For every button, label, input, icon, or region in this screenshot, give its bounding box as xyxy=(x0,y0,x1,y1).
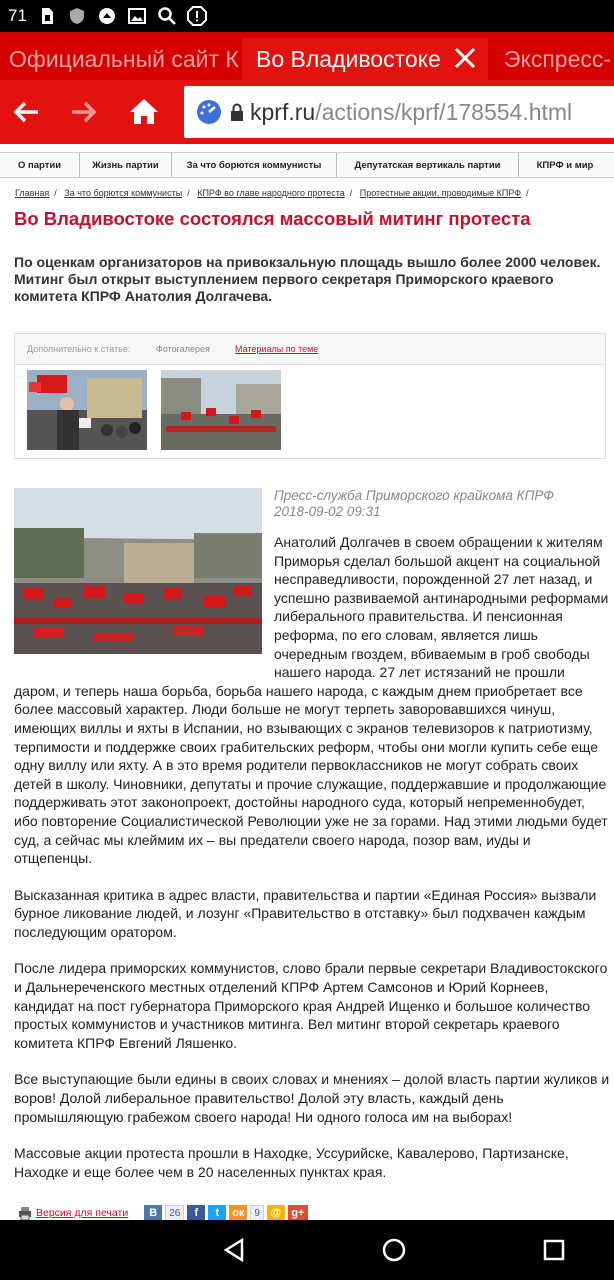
url-text xyxy=(250,99,572,126)
tab-gallery[interactable]: Фотогалерея xyxy=(156,344,210,354)
shield-icon xyxy=(67,6,87,26)
breadcrumb: Главная / За что борются коммунисты / КПРФ во главе народного протеста / Протестные акции, проводимые КПРФ / xyxy=(15,188,529,198)
article-date: 2018-09-02 09:31 xyxy=(274,504,381,519)
close-icon[interactable] xyxy=(452,45,478,71)
article-source: Пресс-служба Приморского крайкома КПРФ xyxy=(274,488,554,503)
site-nav-item-world[interactable] xyxy=(519,153,611,177)
extras-label: Дополнительно к статье: xyxy=(27,344,131,354)
tw-label: t xyxy=(215,1207,220,1219)
tab-title: Во Владивостоке xyxy=(256,45,441,72)
article-extras-header xyxy=(15,334,605,365)
vk-label: В xyxy=(149,1207,158,1219)
url-host: kprf.ru xyxy=(250,98,316,125)
site-nav-label: Жизнь партии xyxy=(92,159,159,171)
back-arrow-icon[interactable] xyxy=(8,94,44,130)
back-triangle-icon[interactable] xyxy=(222,1238,246,1262)
tab-vladivostok[interactable] xyxy=(242,38,488,80)
mail-share-button[interactable] xyxy=(267,1205,285,1221)
site-nav xyxy=(0,152,614,178)
vk-share-count: 26 xyxy=(165,1205,184,1221)
recents-square-icon[interactable] xyxy=(542,1238,566,1262)
site-nav-item-deputies[interactable] xyxy=(337,153,519,177)
system-nav-bar xyxy=(0,1220,614,1280)
site-nav-item-about[interactable] xyxy=(0,153,80,177)
lock-icon xyxy=(230,103,244,121)
site-nav-label: О партии xyxy=(17,159,62,171)
breadcrumb-link[interactable]: За что борются коммунисты xyxy=(64,188,183,198)
gallery-thumbnail[interactable] xyxy=(161,370,281,450)
image-icon xyxy=(127,6,147,26)
tab-title: Экспресс- xyxy=(504,45,612,72)
speedometer-icon[interactable] xyxy=(196,99,222,125)
home-circle-icon[interactable] xyxy=(382,1238,406,1262)
article-body xyxy=(14,533,610,1199)
facebook-share-button[interactable] xyxy=(187,1205,205,1221)
ok-share-button[interactable] xyxy=(229,1205,247,1221)
site-nav-label: Депутатская вертикаль партии xyxy=(354,159,501,171)
address-bar[interactable] xyxy=(184,86,614,138)
print-version-link[interactable]: Версия для печати xyxy=(36,1207,129,1219)
article-paragraph: Анатолий Долгачев в своем обращении к жителям Приморья сделал большой акцент на социальной несправедливости, порожденной 27 лет назад, и успешно развиваемой антинародными реформами либерального правительства. И пенсионная реформа, по его словам, является лишь очередным гвоздем, вбиваемым в гроб свободы нашего народа. 27 лет истязаний не прошли даром, и теперь наша борьба, борьба нашего народа, с каждым днем приобретает все более массовый характер. Люди больше не могут терпеть заворовавшихся чинуш, имеющих виллы и яхты в Испании, но взывающих с экранов телевизоров к патриотизму, терпимости и поддержке своих грабительских реформ, чтобы они могли купить себе еще одну виллу или яхту. А в это время родители первоклассников не могут собрать своих детей в школу. Чиновники, депутаты и прочие служащие, поддержавшие и продолжающие поддерживать этот законопроект, достойны народного суда, который непременнобудет, ибо повторение Социалистической Революции уже не за горами. Над этими людьми будет суд, а сейчас мы клеймим их – вы предатели своего народа, позор вам, иуды и отщепенцы. xyxy=(14,534,609,867)
article-paragraph: Все выступающие были едины в своих словах и мнениях – долой власть партии жуликов и воров! Долой либеральное правительство! Долой эту власть, каждый день промышляющую грабежом своего народа! Ни одного голоса им на выборах! xyxy=(14,1071,610,1125)
forward-arrow-icon[interactable] xyxy=(66,94,102,130)
twitter-share-button[interactable] xyxy=(208,1205,226,1221)
status-bar xyxy=(0,0,614,32)
gplus-label: g+ xyxy=(291,1207,305,1219)
site-nav-label: КПРФ и мир xyxy=(536,159,594,171)
sim-card-icon xyxy=(37,6,57,26)
article-paragraph: Массовые акции протеста прошли в Находке, Уссурийске, Кавалерово, Партизанске, Находке и еще более чем в 20 населенных пунктах края. xyxy=(14,1145,569,1180)
breadcrumb-link[interactable]: Протестные акции, проводимые КПРФ xyxy=(359,188,522,198)
status-time: 71 xyxy=(8,6,27,25)
tab-title: Официальный сайт К xyxy=(9,45,239,72)
vk-share-button[interactable] xyxy=(144,1205,162,1221)
search-icon xyxy=(157,6,177,26)
ok-share-count: 9 xyxy=(250,1205,264,1221)
article-lead: По оценкам организаторов на привокзальную площадь вышло более 2000 человек. Митинг был открыт выступлением первого секретаря Приморского краевого комитета КПРФ Анатолия Долгачева. xyxy=(14,254,601,304)
alert-icon xyxy=(187,6,207,26)
printer-icon[interactable] xyxy=(18,1206,32,1220)
gallery-thumbnail[interactable] xyxy=(27,370,147,450)
vpn-icon xyxy=(97,6,117,26)
site-nav-item-fight[interactable] xyxy=(172,153,337,177)
tab-official-site[interactable] xyxy=(9,38,239,80)
browser-tab-strip xyxy=(0,32,614,80)
tab-materials[interactable]: Материалы по теме xyxy=(235,344,319,354)
fb-label: f xyxy=(194,1207,199,1219)
page-title: Во Владивостоке состоялся массовый митинг протеста xyxy=(14,208,531,229)
ok-label: ок xyxy=(232,1207,245,1219)
article-extras xyxy=(14,333,606,459)
gplus-share-button[interactable] xyxy=(288,1205,308,1221)
site-nav-item-life[interactable] xyxy=(80,153,172,177)
site-nav-label: За что борются коммунисты xyxy=(186,159,322,171)
url-path: /actions/kprf/178554.html xyxy=(315,98,573,125)
home-icon[interactable] xyxy=(126,94,162,130)
tab-express[interactable] xyxy=(504,38,614,80)
article-paragraph: После лидера приморских коммунистов, слово брали первые секретари Владивостокского и Дальнереченского местных отделений КПРФ Артем Самсонов и Юрий Корнеев, кандидат на пост губернатора Приморского края Андрей Ищенко и большое количество простых коммунистов и участников митинга. Вел митинг второй секретарь краевого комитета КПРФ Евгений Ляшенко. xyxy=(14,960,608,1051)
article-paragraph: Высказанная критика в адрес власти, правительства и партии «Единая Россия» вызвали бурное ликование людей, и лозунг «Правительство в отставку» был подхвачен каждым последующим оратором. xyxy=(14,886,597,940)
breadcrumb-link[interactable]: Главная xyxy=(15,188,50,198)
breadcrumb-link[interactable]: КПРФ во главе народного протеста xyxy=(197,188,345,198)
mail-label: @ xyxy=(270,1207,282,1219)
